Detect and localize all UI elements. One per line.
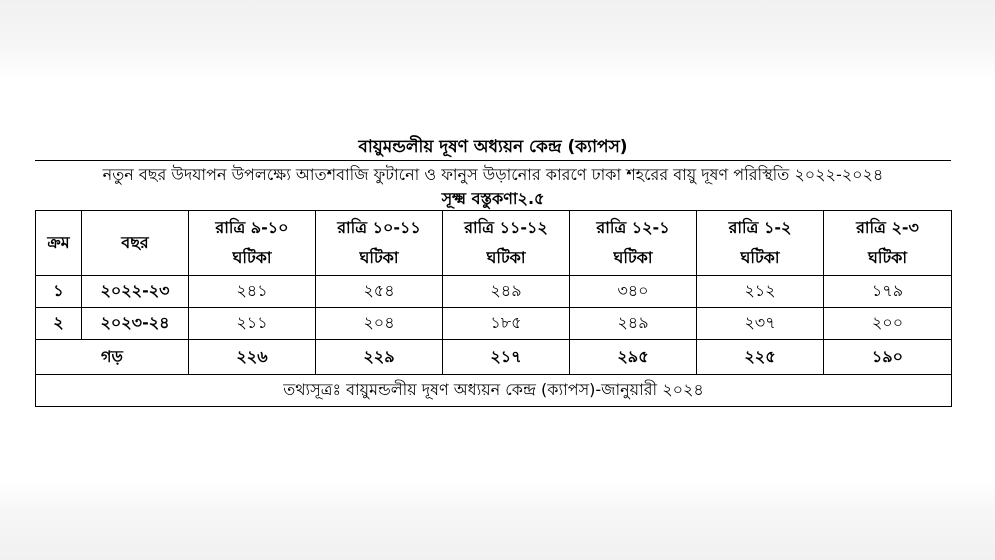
header-row xyxy=(36,211,952,276)
header-slot-4-line1: রাত্রি ১২-১ xyxy=(596,218,670,237)
row-1-value-4: ৩৪০ xyxy=(570,276,697,308)
header-slot-5-line2: ঘটিকা xyxy=(740,248,780,267)
table-row xyxy=(36,276,952,308)
row-1-value-5: ২১২ xyxy=(697,276,824,308)
row-2-year: ২০২৩-২৪ xyxy=(82,308,189,340)
average-value-2: ২২৯ xyxy=(316,340,443,375)
bottom-fade-background xyxy=(0,482,995,560)
source-row xyxy=(36,375,952,407)
header-slot-6-line1: রাত্রি ২-৩ xyxy=(856,218,919,237)
source-note: তথ্যসূত্রঃ বায়ুমন্ডলীয় দূষণ অধ্যয়ন কেন্দ্র (ক্যাপস)-জানুয়ারী ২০২৪ xyxy=(36,375,952,407)
metric-label: সূক্ষ্ম বস্তুকণা২.৫ xyxy=(441,189,545,208)
row-1-year: ২০২২-২৩ xyxy=(82,276,189,308)
table-row xyxy=(36,308,952,340)
row-2-serial: ২ xyxy=(36,308,82,340)
document-card xyxy=(35,130,951,407)
average-label: গড় xyxy=(36,340,189,375)
row-2-value-4: ২৪৯ xyxy=(570,308,697,340)
header-slot-6 xyxy=(824,211,952,276)
header-slot-3 xyxy=(443,211,570,276)
average-value-1: ২২৬ xyxy=(189,340,316,375)
average-row xyxy=(36,340,952,375)
header-slot-3-line1: রাত্রি ১১-১২ xyxy=(464,218,548,237)
header-slot-5-line1: রাত্রি ১-২ xyxy=(728,218,792,237)
header-slot-6-line2: ঘটিকা xyxy=(867,248,907,267)
row-1-serial: ১ xyxy=(36,276,82,308)
report-subtitle: নতুন বছর উদযাপন উপলক্ষ্যে আতশবাজি ফুটানো ও ফানুস উড়ানোর কারণে ঢাকা শহরের বায়ু দূষণ পরিস্থিতি ২০২২-২০২৪ xyxy=(102,165,884,184)
pollution-table xyxy=(35,210,952,407)
header-slot-1-line1: রাত্রি ৯-১০ xyxy=(215,218,289,237)
header-slot-2-line1: রাত্রি ১০-১১ xyxy=(337,218,421,237)
row-1-value-3: ২৪৯ xyxy=(443,276,570,308)
header-slot-2 xyxy=(316,211,443,276)
header-slot-2-line2: ঘটিকা xyxy=(359,248,399,267)
top-fade-background xyxy=(0,0,995,78)
row-2-value-3: ১৮৫ xyxy=(443,308,570,340)
header-serial: ক্রম xyxy=(36,211,82,276)
row-1-value-2: ২৫৪ xyxy=(316,276,443,308)
average-value-3: ২১৭ xyxy=(443,340,570,375)
row-2-value-1: ২১১ xyxy=(189,308,316,340)
header-slot-1 xyxy=(189,211,316,276)
header-slot-4-line2: ঘটিকা xyxy=(613,248,653,267)
average-value-5: ২২৫ xyxy=(697,340,824,375)
average-value-6: ১৯০ xyxy=(824,340,952,375)
row-1-value-6: ১৭৯ xyxy=(824,276,952,308)
header-slot-1-line2: ঘটিকা xyxy=(232,248,272,267)
header-slot-5 xyxy=(697,211,824,276)
row-2-value-6: ২০০ xyxy=(824,308,952,340)
row-1-value-1: ২৪১ xyxy=(189,276,316,308)
header-slot-4 xyxy=(570,211,697,276)
header-slot-3-line2: ঘটিকা xyxy=(486,248,526,267)
row-2-value-5: ২৩৭ xyxy=(697,308,824,340)
average-value-4: ২৯৫ xyxy=(570,340,697,375)
org-title: বায়ুমন্ডলীয় দূষণ অধ্যয়ন কেন্দ্র (ক্যাপস) xyxy=(358,137,628,157)
row-2-value-2: ২০৪ xyxy=(316,308,443,340)
header-year: বছর xyxy=(82,211,189,276)
